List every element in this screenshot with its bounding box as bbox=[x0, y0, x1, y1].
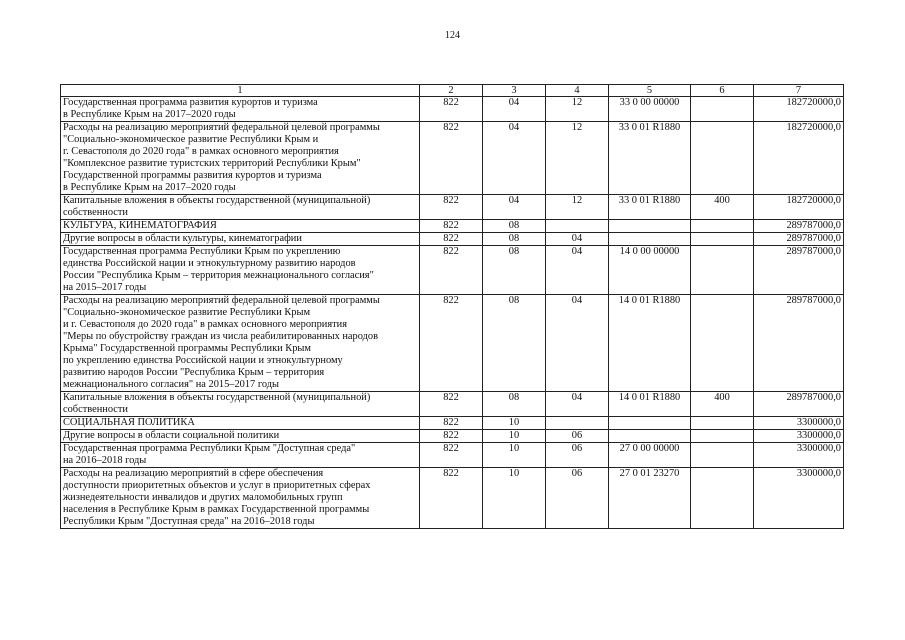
ministry-code: 822 bbox=[420, 122, 483, 195]
row-name bbox=[61, 122, 420, 195]
section-code: 08 bbox=[483, 295, 546, 392]
row-name bbox=[61, 468, 420, 529]
subsection-code: 06 bbox=[546, 430, 609, 443]
section-code: 08 bbox=[483, 220, 546, 233]
column-header: 6 bbox=[691, 85, 754, 97]
column-header: 3 bbox=[483, 85, 546, 97]
target-article-code: 33 0 00 00000 bbox=[609, 97, 691, 122]
expense-type-code bbox=[691, 233, 754, 246]
section-code: 08 bbox=[483, 246, 546, 295]
subsection-code: 12 bbox=[546, 97, 609, 122]
row-name-line: Капитальные вложения в объекты государственной (муниципальной) bbox=[63, 195, 371, 206]
table-row bbox=[61, 430, 844, 443]
row-name bbox=[61, 233, 420, 246]
ministry-code: 822 bbox=[420, 97, 483, 122]
expense-type-code bbox=[691, 220, 754, 233]
expense-type-code bbox=[691, 430, 754, 443]
row-name-line: на 2016–2018 годы bbox=[63, 455, 147, 466]
row-name-line: Государственная программа Республики Крым "Доступная среда" bbox=[63, 443, 356, 454]
target-article-code bbox=[609, 430, 691, 443]
ministry-code: 822 bbox=[420, 195, 483, 220]
row-name-line: собственности bbox=[63, 207, 128, 218]
expense-type-code bbox=[691, 122, 754, 195]
page-number: 124 bbox=[445, 30, 460, 41]
table-row bbox=[61, 417, 844, 430]
budget-table bbox=[60, 84, 844, 529]
subsection-code: 04 bbox=[546, 392, 609, 417]
ministry-code: 822 bbox=[420, 468, 483, 529]
table-row bbox=[61, 295, 844, 392]
row-name-line: Другие вопросы в области культуры, кинематографии bbox=[63, 233, 302, 244]
section-code: 10 bbox=[483, 468, 546, 529]
ministry-code: 822 bbox=[420, 443, 483, 468]
row-name bbox=[61, 443, 420, 468]
subsection-code: 06 bbox=[546, 443, 609, 468]
table-row bbox=[61, 220, 844, 233]
target-article-code bbox=[609, 220, 691, 233]
row-name-line: Расходы на реализацию мероприятий в сфере обеспечения bbox=[63, 468, 324, 479]
row-name-line: межнационального согласия" на 2015–2017 годы bbox=[63, 379, 280, 390]
column-header: 1 bbox=[61, 85, 420, 97]
row-name bbox=[61, 392, 420, 417]
row-name-line: в Республике Крым на 2017–2020 годы bbox=[63, 182, 236, 193]
row-name bbox=[61, 220, 420, 233]
row-name bbox=[61, 97, 420, 122]
ministry-code: 822 bbox=[420, 295, 483, 392]
column-header: 7 bbox=[754, 85, 844, 97]
row-name-line: жизнедеятельности инвалидов и других маломобильных групп bbox=[63, 492, 343, 503]
row-name-line: и г. Севастополя до 2020 года" в рамках основного мероприятия bbox=[63, 319, 347, 330]
amount-cell: 182720000,0 bbox=[754, 195, 844, 220]
amount-cell: 3300000,0 bbox=[754, 417, 844, 430]
row-name-line: Республики Крым "Доступная среда" на 2016–2018 годы bbox=[63, 516, 315, 527]
target-article-code: 27 0 00 00000 bbox=[609, 443, 691, 468]
section-code: 08 bbox=[483, 233, 546, 246]
section-code: 10 bbox=[483, 417, 546, 430]
ministry-code: 822 bbox=[420, 220, 483, 233]
amount-cell: 3300000,0 bbox=[754, 468, 844, 529]
row-name-line: Капитальные вложения в объекты государственной (муниципальной) bbox=[63, 392, 371, 403]
table-row bbox=[61, 122, 844, 195]
row-name-line: "Социально-экономическое развитие Республики Крым и bbox=[63, 134, 319, 145]
amount-cell: 289787000,0 bbox=[754, 233, 844, 246]
table-row bbox=[61, 97, 844, 122]
row-name bbox=[61, 430, 420, 443]
row-name bbox=[61, 417, 420, 430]
expense-type-code bbox=[691, 246, 754, 295]
row-name-line: населения в Республике Крым в рамках Государственной программы bbox=[63, 504, 370, 515]
row-name-line: доступности приоритетных объектов и услуг в приоритетных сферах bbox=[63, 480, 371, 491]
row-name-line: в Республике Крым на 2017–2020 годы bbox=[63, 109, 236, 120]
row-name-line: Расходы на реализацию мероприятий федеральной целевой программы bbox=[63, 122, 380, 133]
expense-type-code bbox=[691, 97, 754, 122]
section-code: 10 bbox=[483, 443, 546, 468]
row-name bbox=[61, 295, 420, 392]
table-row bbox=[61, 392, 844, 417]
row-name-line: КУЛЬТУРА, КИНЕМАТОГРАФИЯ bbox=[63, 220, 217, 231]
column-header: 5 bbox=[609, 85, 691, 97]
expense-type-code bbox=[691, 295, 754, 392]
target-article-code: 33 0 01 R1880 bbox=[609, 122, 691, 195]
row-name-line: Государственной программы развития курортов и туризма bbox=[63, 170, 322, 181]
subsection-code: 06 bbox=[546, 468, 609, 529]
subsection-code: 12 bbox=[546, 122, 609, 195]
expense-type-code bbox=[691, 417, 754, 430]
expense-type-code: 400 bbox=[691, 392, 754, 417]
row-name-line: Государственная программа Республики Крым по укреплению bbox=[63, 246, 341, 257]
subsection-code: 04 bbox=[546, 233, 609, 246]
table-row bbox=[61, 195, 844, 220]
subsection-code: 04 bbox=[546, 295, 609, 392]
row-name-line: России "Республика Крым – территория межнационального согласия" bbox=[63, 270, 374, 281]
target-article-code: 27 0 01 23270 bbox=[609, 468, 691, 529]
target-article-code: 33 0 01 R1880 bbox=[609, 195, 691, 220]
section-code: 04 bbox=[483, 97, 546, 122]
amount-cell: 3300000,0 bbox=[754, 443, 844, 468]
row-name bbox=[61, 246, 420, 295]
expense-type-code bbox=[691, 443, 754, 468]
ministry-code: 822 bbox=[420, 430, 483, 443]
ministry-code: 822 bbox=[420, 246, 483, 295]
expense-type-code bbox=[691, 468, 754, 529]
row-name-line: Расходы на реализацию мероприятий федеральной целевой программы bbox=[63, 295, 380, 306]
subsection-code bbox=[546, 220, 609, 233]
row-name-line: "Социально-экономическое развитие Республики Крым bbox=[63, 307, 311, 318]
target-article-code: 14 0 00 00000 bbox=[609, 246, 691, 295]
subsection-code bbox=[546, 417, 609, 430]
header-row bbox=[61, 85, 844, 97]
subsection-code: 12 bbox=[546, 195, 609, 220]
table-body bbox=[61, 97, 844, 529]
table-row bbox=[61, 233, 844, 246]
ministry-code: 822 bbox=[420, 392, 483, 417]
expense-type-code: 400 bbox=[691, 195, 754, 220]
section-code: 04 bbox=[483, 195, 546, 220]
subsection-code: 04 bbox=[546, 246, 609, 295]
table-row bbox=[61, 246, 844, 295]
table-row bbox=[61, 443, 844, 468]
amount-cell: 289787000,0 bbox=[754, 295, 844, 392]
amount-cell: 289787000,0 bbox=[754, 246, 844, 295]
row-name-line: Другие вопросы в области социальной политики bbox=[63, 430, 280, 441]
row-name bbox=[61, 195, 420, 220]
section-code: 04 bbox=[483, 122, 546, 195]
row-name-line: развитию народов России "Республика Крым – территория bbox=[63, 367, 325, 378]
amount-cell: 289787000,0 bbox=[754, 392, 844, 417]
ministry-code: 822 bbox=[420, 417, 483, 430]
row-name-line: Крыма" Государственной программы Республики Крым bbox=[63, 343, 311, 354]
target-article-code: 14 0 01 R1880 bbox=[609, 392, 691, 417]
row-name-line: по укреплению единства Российской нации и этнокультурному bbox=[63, 355, 343, 366]
row-name-line: "Меры по обустройству граждан из числа реабилитированных народов bbox=[63, 331, 379, 342]
section-code: 08 bbox=[483, 392, 546, 417]
table-row bbox=[61, 468, 844, 529]
column-header: 2 bbox=[420, 85, 483, 97]
amount-cell: 3300000,0 bbox=[754, 430, 844, 443]
row-name-line: собственности bbox=[63, 404, 128, 415]
section-code: 10 bbox=[483, 430, 546, 443]
target-article-code: 14 0 01 R1880 bbox=[609, 295, 691, 392]
amount-cell: 289787000,0 bbox=[754, 220, 844, 233]
row-name-line: г. Севастополя до 2020 года" в рамках основного мероприятия bbox=[63, 146, 339, 157]
row-name-line: на 2015–2017 годы bbox=[63, 282, 147, 293]
amount-cell: 182720000,0 bbox=[754, 97, 844, 122]
row-name-line: Государственная программа развития курортов и туризма bbox=[63, 97, 318, 108]
target-article-code bbox=[609, 417, 691, 430]
row-name-line: СОЦИАЛЬНАЯ ПОЛИТИКА bbox=[63, 417, 195, 428]
row-name-line: единства Российской нации и этнокультурному развитию народов bbox=[63, 258, 356, 269]
column-header: 4 bbox=[546, 85, 609, 97]
ministry-code: 822 bbox=[420, 233, 483, 246]
amount-cell: 182720000,0 bbox=[754, 122, 844, 195]
row-name-line: "Комплексное развитие туристских территорий Республики Крым" bbox=[63, 158, 361, 169]
target-article-code bbox=[609, 233, 691, 246]
